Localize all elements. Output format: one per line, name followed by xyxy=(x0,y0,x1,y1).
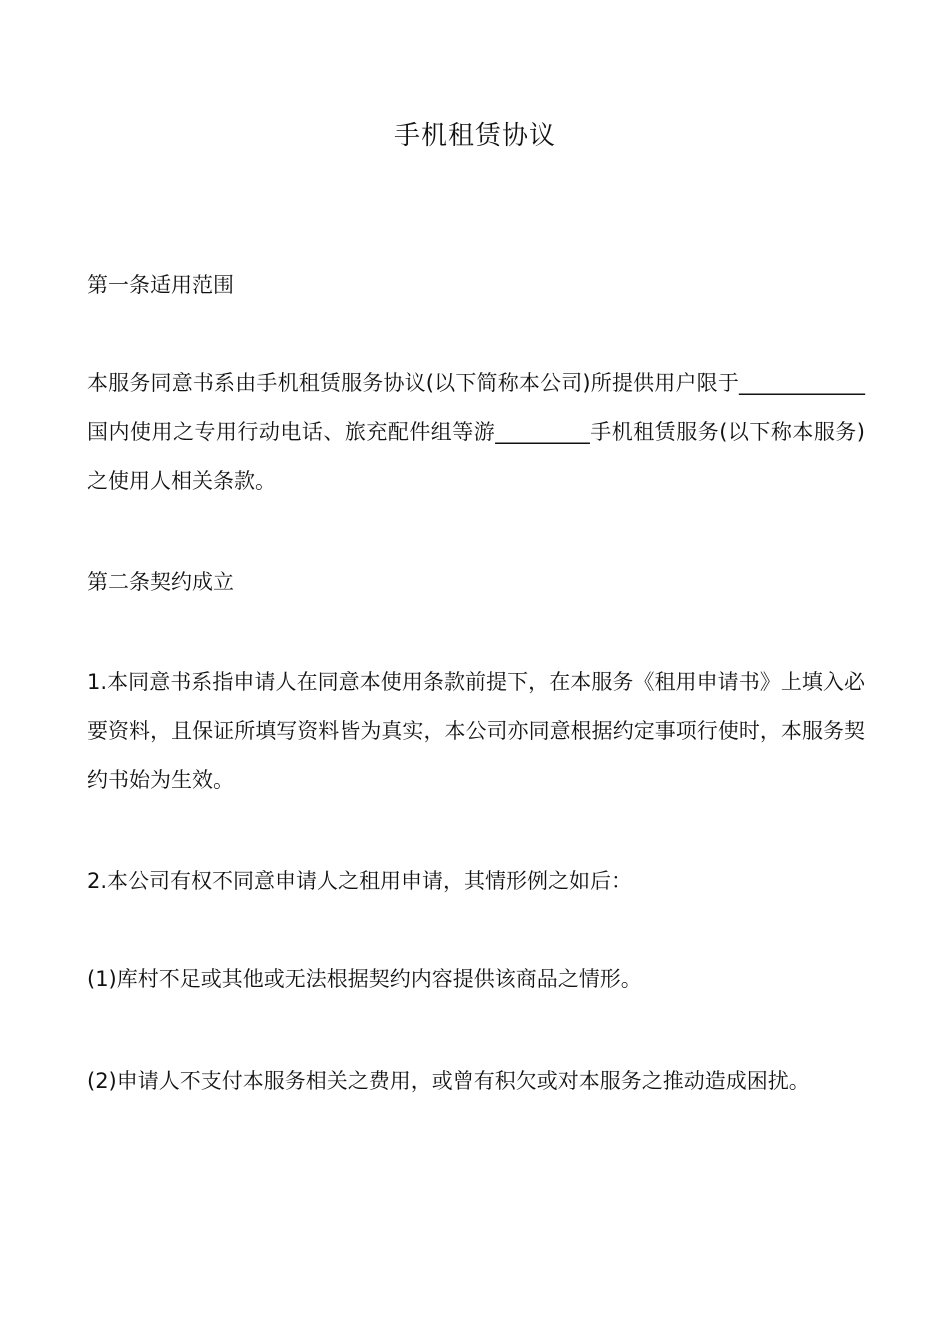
paragraph-clause-1: 1.本同意书系指申请人在同意本使用条款前提下，在本服务《租用申请书》上填入必要资料，且保证所填写资料皆为真实，本公司亦同意根据约定事项行使时，本服务契约书始为生效。 xyxy=(87,670,865,792)
paragraph-clause-2: 2.本公司有权不同意申请人之租用申请，其情形例之如后： xyxy=(87,869,633,893)
paragraph-clause-2-item-1: (1)库村不足或其他或无法根据契约内容提供该商品之情形。 xyxy=(87,967,642,991)
section-heading-scope: 第一条适用范围 xyxy=(87,273,234,297)
paragraph-scope-description: 本服务同意书系由手机租赁服务协议(以下简称本公司)所提供用户限于____________国内使用之专用行动电话、旅充配件组等游_________手机租赁服务(以下称本服务)之使用人相关条款。 xyxy=(87,371,865,493)
paragraph-clause-2-item-2: (2)申请人不支付本服务相关之费用，或曾有积欠或对本服务之推动造成困扰。 xyxy=(87,1069,810,1093)
document-title: 手机租赁协议 xyxy=(393,121,556,151)
section-heading-contract-formation: 第二条契约成立 xyxy=(87,570,234,594)
